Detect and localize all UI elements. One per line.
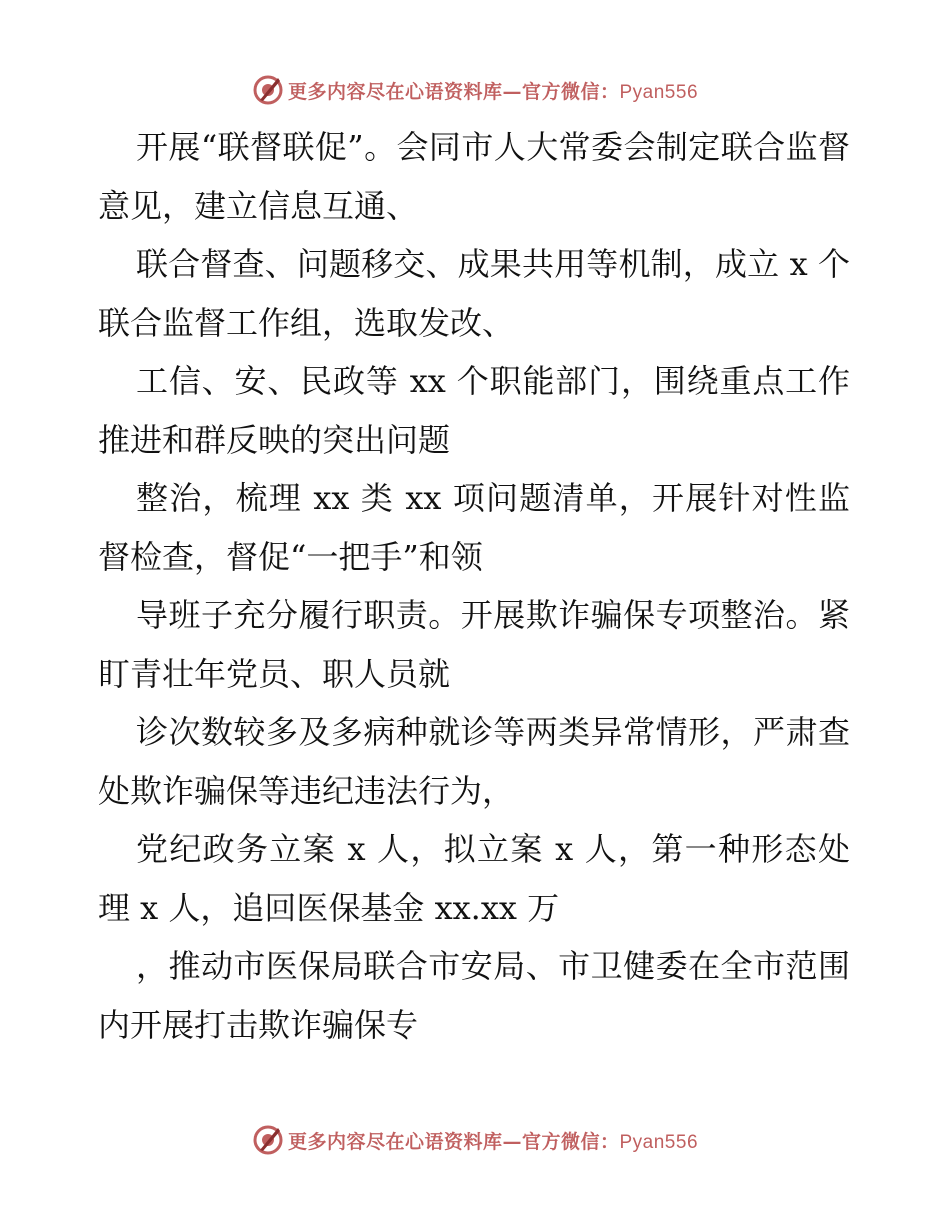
banner-wechat-id: Pyan556 (619, 81, 699, 103)
paragraph: 诊次数较多及多病种就诊等两类异常情形，严肃查处欺诈骗保等违纪违法行为， (98, 713, 850, 810)
banner-text (288, 1127, 698, 1154)
document-body (98, 118, 850, 1054)
paragraph: ，推动市医保局联合市安局、市卫健委在全市范围内开展打击欺诈骗保专 (98, 947, 850, 1044)
paragraph: 整治，梳理 xx 类 xx 项问题清单，开展针对性监督检查，督促“一把手”和领 (98, 479, 850, 576)
paragraph: 导班子充分履行职责。开展欺诈骗保专项整治。紧盯青壮年党员、职人员就 (98, 596, 850, 693)
banner-text-cn: 更多内容尽在心语资料库—官方微信： (287, 80, 620, 103)
paragraph: 工信、安、民政等 xx 个职能部门，围绕重点工作推进和群反映的突出问题 (98, 362, 850, 459)
footer-banner (0, 1120, 950, 1160)
quill-seal-logo-icon (252, 74, 284, 106)
banner-text-cn: 更多内容尽在心语资料库—官方微信： (287, 1130, 620, 1153)
paragraph: 开展“联督联促”。会同市人大常委会制定联合监督意见，建立信息互通、 (98, 128, 850, 225)
banner-wechat-id: Pyan556 (619, 1131, 699, 1153)
quill-seal-logo-icon (252, 1124, 284, 1156)
paragraph: 联合督查、问题移交、成果共用等机制，成立 x 个联合监督工作组，选取发改、 (98, 245, 850, 342)
paragraph: 党纪政务立案 x 人，拟立案 x 人，第一种形态处理 x 人，追回医保基金 xx.xx 万 (98, 830, 850, 927)
header-banner (0, 70, 950, 110)
banner-text (288, 77, 698, 104)
